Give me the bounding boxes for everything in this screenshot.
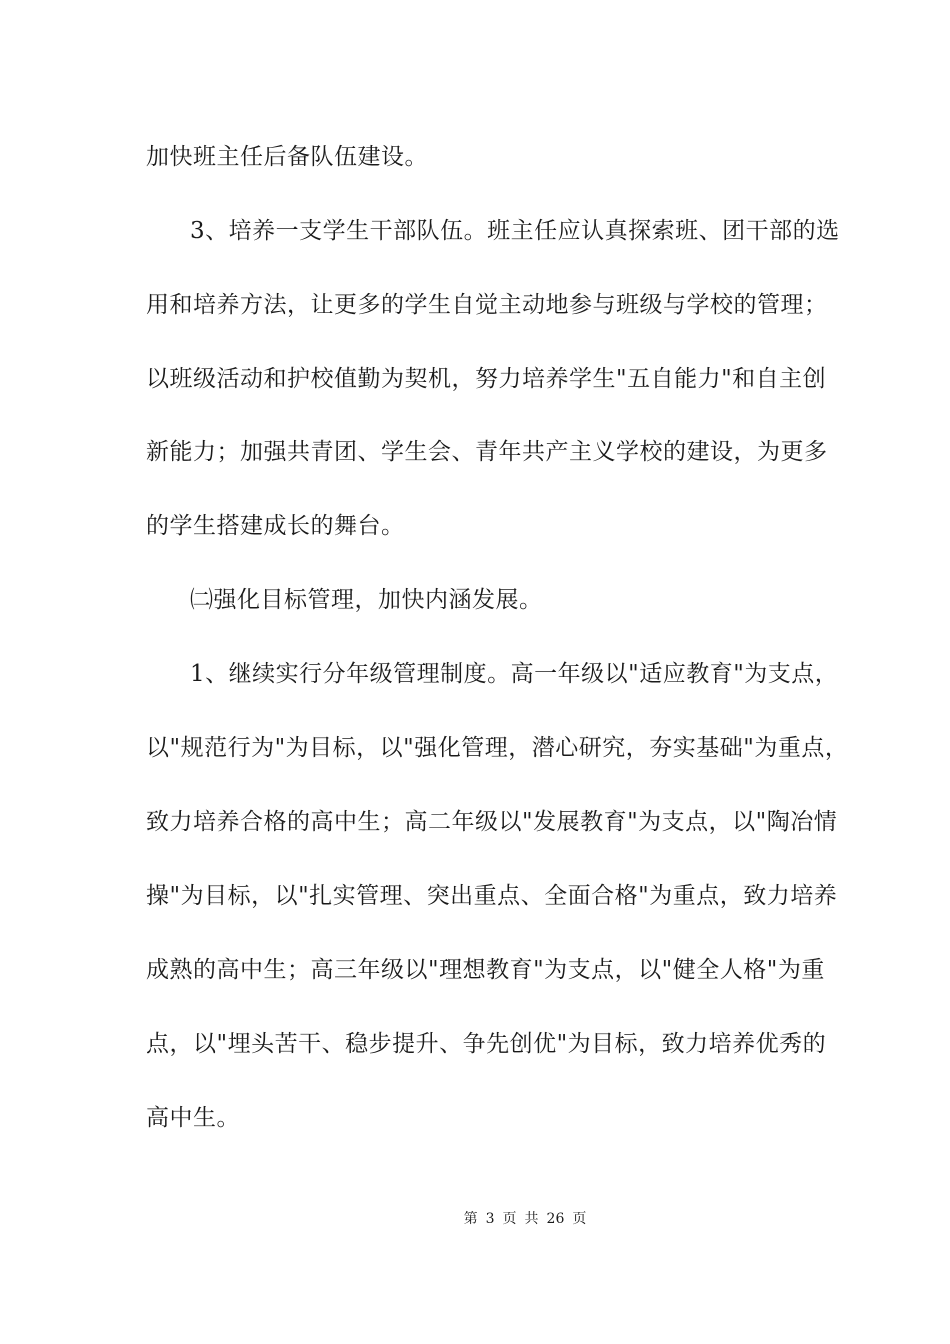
section-heading: ㈡强化目标管理，加快内涵发展。 xyxy=(190,587,543,613)
footer-prefix: 第 xyxy=(463,1211,478,1227)
paragraph-line-1: 加快班主任后备队伍建设。 xyxy=(146,144,428,170)
paragraph-line-10: 致力培养合格的高中生；高二年级以"发展教育"为支点，以"陶冶情 xyxy=(146,809,838,835)
paragraph-line-11: 操"为目标，以"扎实管理、突出重点、全面合格"为重点，致力培养 xyxy=(146,883,838,909)
footer-total-word: 共 xyxy=(524,1211,539,1227)
paragraph-line-5: 新能力；加强共青团、学生会、青年共产主义学校的建设，为更多 xyxy=(146,439,828,465)
footer-current-page: 3 xyxy=(485,1211,495,1227)
paragraph-line-13: 点，以"埋头苦干、稳步提升、争先创优"为目标，致力培养优秀的 xyxy=(146,1031,827,1057)
footer-page-word: 页 xyxy=(502,1211,517,1227)
paragraph-line-8: 1、继续实行分年级管理制度。高一年级以"适应教育"为支点， xyxy=(190,661,839,687)
paragraph-line-12: 成熟的高中生；高三年级以"理想教育"为支点，以"健全人格"为重 xyxy=(146,957,825,983)
paragraph-line-3: 用和培养方法，让更多的学生自觉主动地参与班级与学校的管理； xyxy=(146,292,828,318)
paragraph-line-14: 高中生。 xyxy=(146,1105,240,1131)
paragraph-line-4: 以班级活动和护校值勤为契机，努力培养学生"五自能力"和自主创 xyxy=(146,366,827,392)
footer-total-pages: 26 xyxy=(546,1211,565,1227)
paragraph-line-6: 的学生搭建成长的舞台。 xyxy=(146,513,405,539)
paragraph-line-2: 3、培养一支学生干部队伍。班主任应认真探索班、团干部的选 xyxy=(190,218,840,244)
footer-suffix: 页 xyxy=(572,1211,587,1227)
page-footer xyxy=(0,1209,950,1229)
paragraph-line-9: 以"规范行为"为目标，以"强化管理，潜心研究，夯实基础"为重点， xyxy=(146,735,849,761)
